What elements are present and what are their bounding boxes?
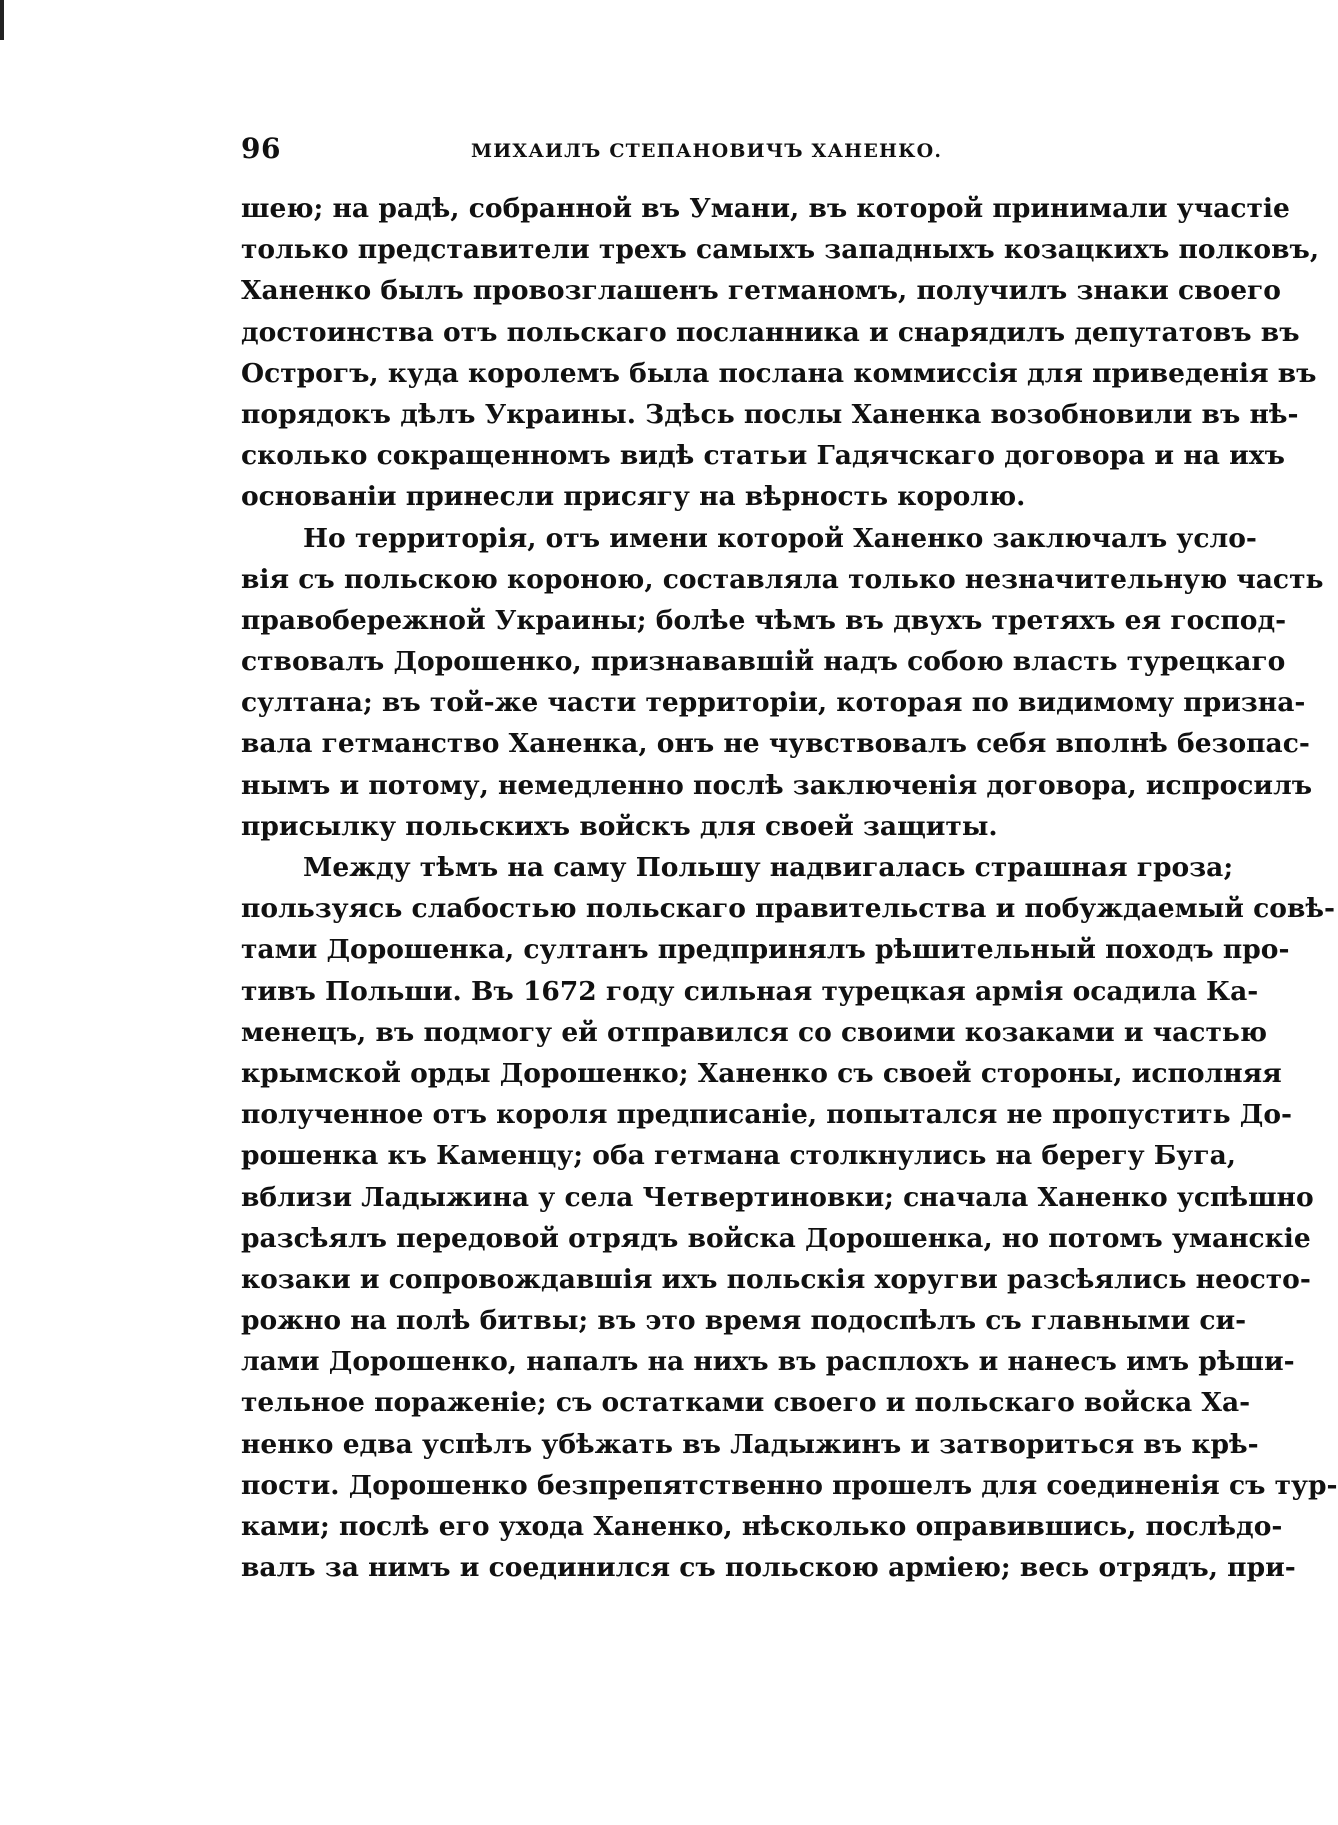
text-line: валъ за нимъ и соединился съ польскою арміею; весь отрядъ, при- xyxy=(241,1552,1296,1584)
text-line: пользуясь слабостью польскаго правительства и побуждаемый совѣ- xyxy=(241,893,1335,925)
text-line: лами Дорошенко, напалъ на нихъ въ расплохъ и нанесъ имъ рѣши- xyxy=(241,1346,1295,1378)
text-line: вала гетманство Ханенка, онъ не чувствовалъ себя вполнѣ безопас- xyxy=(241,728,1310,760)
text-line: менецъ, въ подмогу ей отправился со своими козаками и частью xyxy=(241,1016,1268,1048)
text-line: Ханенко былъ провозглашенъ гетманомъ, получилъ знаки своего xyxy=(241,275,1281,307)
text-line: только представители трехъ самыхъ западныхъ козацкихъ полковъ, xyxy=(241,234,1320,266)
text-line: Между тѣмъ на саму Польшу надвигалась страшная гроза; xyxy=(303,852,1234,883)
text-line: основаніи принесли присягу на вѣрность королю. xyxy=(241,481,1026,513)
text-line: нымъ и потому, немедленно послѣ заключенія договора, испросилъ xyxy=(241,769,1313,801)
text-line: вія съ польскою короною, составляла только незначительную часть xyxy=(241,563,1324,595)
text-line: крымской орды Дорошенко; Ханенко съ своей стороны, исполняя xyxy=(241,1057,1282,1089)
scan-edge-mark xyxy=(0,0,4,40)
text-line: вблизи Ладыжина у села Четвертиновки; сначала Ханенко успѣшно xyxy=(241,1181,1314,1213)
text-line: Острогъ, куда королемъ была послана коммиссія для приведенія въ xyxy=(241,357,1317,389)
text-line: тами Дорошенка, султанъ предпринялъ рѣшительный походъ про- xyxy=(241,934,1290,966)
text-line: полученное отъ короля предписаніе, попытался не пропустить До- xyxy=(241,1099,1293,1131)
text-line: порядокъ дѣлъ Украины. Здѣсь послы Ханенка возобновили въ нѣ- xyxy=(241,398,1299,430)
paragraph-1 xyxy=(241,188,1320,518)
text-line: ствовалъ Дорошенко, признававшій надъ собою власть турецкаго xyxy=(241,646,1286,678)
body-text xyxy=(241,188,1338,1588)
text-line: тельное пораженіе; съ остатками своего и польскаго войска Ха- xyxy=(241,1387,1251,1419)
text-line: достоинства отъ польскаго посланника и снарядилъ депутатовъ въ xyxy=(241,316,1300,348)
text-line: тивъ Польши. Въ 1672 году сильная турецкая армія осадила Ка- xyxy=(241,975,1259,1007)
text-line: разсѣялъ передовой отрядъ войска Дорошенка, но потомъ уманскіе xyxy=(241,1222,1311,1254)
page-number: 96 xyxy=(241,132,281,165)
paragraph-2 xyxy=(241,518,1324,848)
text-line: ками; послѣ его ухода Ханенко, нѣсколько оправившись, послѣдо- xyxy=(241,1511,1283,1542)
text-line: правобережной Украины; болѣе чѣмъ въ двухъ третяхъ ея господ- xyxy=(241,604,1287,636)
text-line: рожно на полѣ битвы; въ это время подоспѣлъ съ главными си- xyxy=(241,1305,1247,1337)
page-header xyxy=(241,132,1093,172)
text-line: султана; въ той-же части территоріи, которая по видимому призна- xyxy=(241,687,1306,719)
text-line: козаки и сопровождавшія ихъ польскія хоругви разсѣялись неосто- xyxy=(241,1263,1311,1295)
text-line: сколько сокращенномъ видѣ статьи Гадячскаго договора и на ихъ xyxy=(241,440,1285,472)
text-line: ненко едва успѣлъ убѣжать въ Ладыжинъ и затвориться въ крѣ- xyxy=(241,1428,1259,1460)
text-line: Но территорія, отъ имени которой Ханенко заключалъ усло- xyxy=(303,522,1257,554)
text-line: присылку польскихъ войскъ для своей защиты. xyxy=(241,810,998,842)
text-line: пости. Дорошенко безпрепятственно прошелъ для соединенія съ тур- xyxy=(241,1469,1338,1501)
paragraph-3 xyxy=(241,847,1338,1588)
text-line: рошенка къ Каменцу; оба гетмана столкнулись на берегу Буга, xyxy=(241,1140,1237,1172)
running-title: МИХАИЛЪ СТЕПАНОВИЧЪ ХАНЕНКО. xyxy=(471,140,943,162)
text-line: шею; на радѣ, собранной въ Умани, въ которой принимали участіе xyxy=(241,193,1290,224)
